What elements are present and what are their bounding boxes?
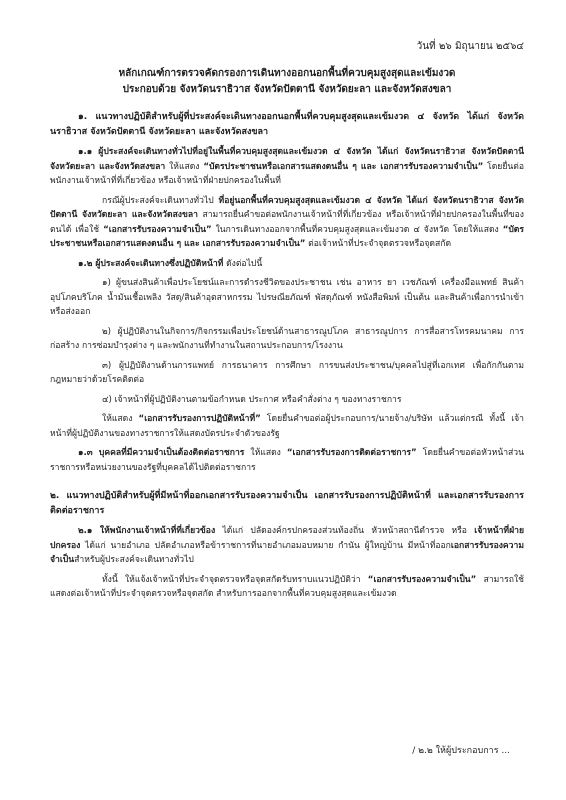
paragraph-2-1-note: [50, 573, 524, 602]
paragraph-2-1-text-c: สำหรับผู้ประสงค์จะเดินทางทั่วไป: [74, 555, 194, 565]
paragraph-1-1-case-bold-c: “บัตรประชาชนหรือเอกสารแสดงตนอื่น ๆ และ เอกสารรับรองความจำเป็น”: [50, 224, 524, 249]
paragraph-1-3: [50, 446, 524, 475]
page-continuation-footer: / ๒.๒ ให้ผู้ประกอบการ ...: [412, 746, 510, 756]
paragraph-1-2-bold: ๑.๒ ผู้ประสงค์จะเดินทางซึ่งปฏิบัติหน้าที่: [78, 258, 224, 269]
paragraph-2-1-bold-b: เจ้าหน้าที่ฝ่ายปกครอง: [50, 526, 524, 551]
paragraph-1-1: [50, 145, 524, 189]
section-1-heading: ๑. แนวทางปฏิบัติสำหรับผู้ที่ประสงค์จะเดินทางออกนอกพื้นที่ควบคุมสูงสุดและเข้มงวด ๔ จังหวัด ได้แก่ จังหวัดนราธิวาส จังหวัดปัตตานี จังหวัดยะลา และจังหวัดสงขลา: [50, 112, 524, 137]
paragraph-1-3-text-a: ให้แสดง: [244, 448, 287, 458]
paragraph-1-1-text-b: โดยยื่นต่อพนักงานเจ้าหน้าที่ที่เกี่ยวข้อง หรือเจ้าหน้าที่ฝ่ายปกครองในพื้นที่: [50, 161, 524, 186]
paragraph-2-1-bold-c: เอกสารรับรองความจำเป็น: [50, 540, 524, 565]
section-2-heading: ๒. แนวทางปฏิบัติสำหรับผู้ที่มีหน้าที่ออกเอกสารรับรองความจำเป็น เอกสารรับรองการปฏิบัติหน้าที่ และเอกสารรับรองการติดต่อราชการ: [50, 491, 524, 516]
duty-item-2: ๒) ผู้ปฏิบัติงานในกิจการ/กิจกรรมเพื่อประโยชน์ด้านสาธารณูปโภค สาธารณูปการ การสื่อสารโทรคมนาคม การก่อสร้าง การซ่อมบำรุงต่าง ๆ และพนักงานที่ทำงานในสถานประกอบการ/โรงงาน: [50, 326, 524, 351]
paragraph-1-2-text: ดังต่อไปนี้: [223, 258, 263, 269]
paragraph-1-1-case-text-b: สามารถยื่นคำขอต่อพนักงานเจ้าหน้าที่ที่เกี่ยวข้อง หรือเจ้าหน้าที่ฝ่ายปกครองในพื้นที่ของตนได้ เพื่อใช้: [50, 210, 525, 235]
paragraph-2-1-text-a: ได้แก่ ปลัดองค์กรปกครองส่วนท้องถิ่น หัวหน้าสถานีตำรวจ หรือ: [215, 526, 475, 536]
title-line-2: ประกอบด้วย จังหวัดนราธิวาส จังหวัดปัตตานี จังหวัดยะลา และจังหวัดสงขลา: [122, 84, 452, 95]
paragraph-1-1-bold-b: “บัตรประชาชนหรือเอกสารแสดงตนอื่น ๆ และ เอกสารรับรองความจำเป็น”: [203, 161, 484, 172]
title-line-1: หลักเกณฑ์การตรวจคัดกรองการเดินทางออกนอกพื้นที่ควบคุมสูงสุดและเข้มงวด: [118, 68, 456, 79]
paragraph-1-3-bold-b: “เอกสารรับรองการติดต่อราชการ”: [286, 448, 417, 458]
paragraph-2-1-note-text-a: ทั้งนี้ ให้แจ้งเจ้าหน้าที่ประจำจุดตรวจหรือจุดสกัดรับทราบแนวปฏิบัติว่า: [102, 574, 368, 585]
paragraph-1-1-bold-a: ๑.๑ ผู้ประสงค์จะเดินทางทั่วไปที่อยู่ในพื้นที่ควบคุมสูงสุดและเข้มงวด ๔ จังหวัด ได้แก่ จังหวัดนราธิวาส จังหวัดปัตตานี จังหวัดยะลา และจังหวัดสงขลา: [50, 147, 524, 172]
paragraph-1-1-case-bold-b: “เอกสารรับรองความจำเป็น”: [103, 224, 212, 235]
duty-item-4: ๔) เจ้าหน้าที่ผู้ปฏิบัติงานตามข้อกำหนด ประกาศ หรือคำสั่งต่าง ๆ ของทางราชการ: [102, 394, 402, 405]
document-date: วันที่ ๒๖ มิถุนายน ๒๕๖๔: [416, 41, 524, 52]
paragraph-2-1-note-text-b: สามารถใช้แสดงต่อเจ้าหน้าที่ประจำจุดตรวจหรือจุดสกัด สำหรับการออกจากพื้นที่ควบคุมสูงสุดและเข้มงวด: [50, 574, 524, 599]
paragraph-2-1: [50, 524, 524, 568]
duty-item-1: ๑) ผู้ขนส่งสินค้าเพื่อประโยชน์และการดำรงชีวิตของประชาชน เช่น อาหาร ยา เวชภัณฑ์ เครื่องมือแพทย์ สินค้าอุปโภคบริโภค น้ำมันเชื้อเพลิง วัสดุ/สินค้าอุตสาหกรรม ไปรษณียภัณฑ์ พัสดุภัณฑ์ หนังสือพิมพ์ เป็นต้น และสินค้าเพื่อการนำเข้าหรือส่งออก: [50, 278, 524, 317]
paragraph-2-1-note-bold: “เอกสารรับรองความจำเป็น”: [367, 574, 477, 585]
paragraph-1-1-case-text-d: ต่อเจ้าหน้าที่ประจำจุดตรวจหรือจุดสกัด: [305, 239, 452, 249]
paragraph-2-1-bold-a: ๒.๑ ให้พนักงานเจ้าหน้าที่ที่เกี่ยวข้อง: [78, 526, 216, 536]
duty-item-3: ๓) ผู้ปฏิบัติงานด้านการแพทย์ การธนาคาร การศึกษา การขนส่งประชาชน/บุคคลไปสู่ที่เอกเทศ เพื่อกักกันตามกฎหมายว่าด้วยโรคติดต่อ: [50, 360, 524, 385]
paragraph-1-1-text-a: ให้แสดง: [165, 161, 204, 172]
paragraph-1-1-case-text-a: กรณีผู้ประสงค์จะเดินทางทั่วไป: [102, 195, 219, 206]
paragraph-2-1-text-b: ได้แก่ นายอำเภอ ปลัดอำเภอหรือข้าราชการที่นายอำเภอมอบหมาย กำนัน ผู้ใหญ่บ้าน มีหน้าที่ออก: [80, 540, 451, 551]
paragraph-1-2-instruction: [50, 412, 524, 441]
paragraph-1-2-instruction-text-b: โดยยื่นคำขอต่อผู้ประกอบการ/นายจ้าง/บริษัท แล้วแต่กรณี ทั้งนี้ เจ้าหน้าที่ผู้ปฏิบัติงานของทางราชการให้แสดงบัตรประจำตัวของรัฐ: [50, 414, 525, 439]
paragraph-1-3-bold-a: ๑.๓ บุคคลที่มีความจำเป็นต้องติดต่อราชการ: [78, 448, 245, 458]
paragraph-1-1-case-bold-a: ที่อยู่นอกพื้นที่ควบคุมสูงสุดและเข้มงวด ๔ จังหวัด ได้แก่ จังหวัดนราธิวาส จังหวัดปัตตานี จังหวัดยะลา และจังหวัดสงขลา: [50, 195, 524, 220]
paragraph-1-1-case: [50, 194, 524, 252]
document-title: [50, 66, 524, 98]
paragraph-1-2-instruction-text-a: ให้แสดง: [102, 414, 139, 424]
paragraph-1-1-case-text-c: ในการเดินทางออกจากพื้นที่ควบคุมสูงสุดและเข้มงวด ๔ จังหวัด โดยให้แสดง: [211, 224, 503, 235]
paragraph-1-3-text-b: โดยยื่นคำขอต่อหัวหน้าส่วนราชการหรือหน่วยงานของรัฐที่บุคคลได้ไปติดต่อราชการ: [50, 448, 524, 473]
paragraph-1-2-instruction-bold: “เอกสารรับรองการปฏิบัติหน้าที่”: [138, 414, 261, 424]
paragraph-1-2: [50, 257, 524, 272]
